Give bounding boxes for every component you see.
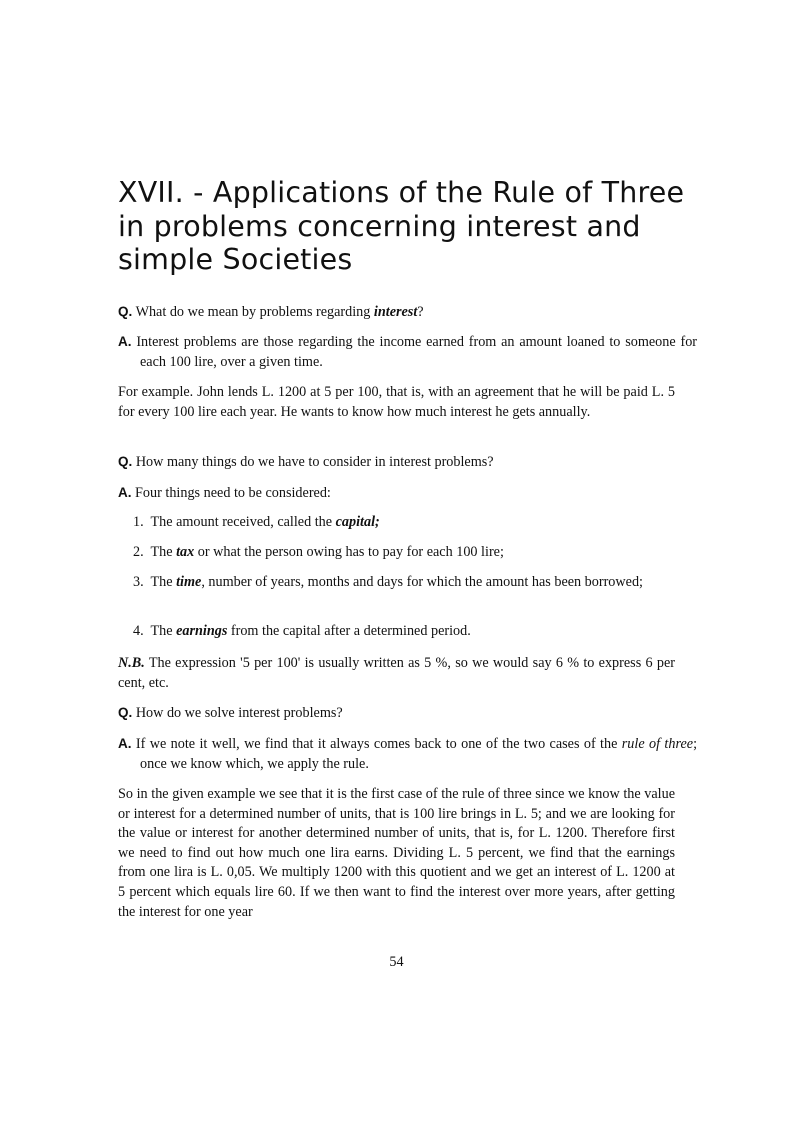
list-item — [133, 573, 697, 593]
answer-2 — [118, 483, 697, 504]
list-item — [133, 513, 697, 533]
list-emphasis: earnings — [176, 623, 228, 639]
question-2 — [118, 452, 697, 473]
list-text-end: or what the person owing has to pay for each 100 lire; — [194, 544, 504, 560]
list-number: 1. — [133, 514, 144, 530]
page-number: 54 — [389, 954, 404, 970]
q-label: Q. — [118, 304, 133, 319]
list-number: 3. — [133, 574, 144, 590]
list-text: The — [150, 623, 177, 639]
list-text-end: from the capital after a determined period. — [227, 623, 471, 639]
list-item — [133, 543, 697, 563]
nb-label: N.B. — [118, 655, 145, 671]
q-label: Q. — [118, 454, 133, 469]
a-label: A. — [118, 334, 132, 349]
list-item — [133, 622, 697, 642]
list-number: 4. — [133, 623, 144, 639]
answer-3 — [118, 734, 697, 774]
list-text: The — [150, 574, 177, 590]
a-text: Interest problems are those regarding the income earned from an amount loaned to someone for each 100 lire, over a given time. — [136, 334, 698, 370]
q-text: How many things do we have to consider in interest problems? — [135, 454, 494, 470]
q-text: How do we solve interest problems? — [135, 705, 343, 721]
a-text-end: ; once we know which, we apply the rule. — [140, 736, 698, 772]
q-label: Q. — [118, 705, 133, 720]
list-emphasis: tax — [176, 544, 195, 560]
q-text: What do we mean by problems regarding — [135, 304, 374, 320]
answer-1 — [118, 332, 697, 372]
a-emphasis: rule of three — [621, 736, 694, 752]
nota-bene — [118, 654, 675, 693]
chapter-title: XVII. - Applications of the Rule of Three in problems concerning interest and simple Societies — [118, 176, 685, 276]
a-text: If we note it well, we find that it always comes back to one of the two cases of the — [135, 736, 622, 752]
question-1 — [118, 302, 697, 323]
list-text-end: , number of years, months and days for which the amount has been borrowed; — [201, 574, 643, 590]
q-text-end: ? — [417, 304, 424, 320]
list-number: 2. — [133, 544, 144, 560]
nb-text: The expression '5 per 100' is usually written as 5 %, so we would say 6 % to express 6 per cent, etc. — [118, 655, 675, 691]
q-emphasis: interest — [373, 304, 418, 320]
list-text: The amount received, called the — [150, 514, 336, 530]
list-text: The — [150, 544, 177, 560]
list-emphasis: capital; — [335, 514, 380, 530]
explanation-paragraph: So in the given example we see that it is the first case of the rule of three since we know the value or interest for a determined number of units, that is 100 lire brings in L. 5; and we are looking for the value or interest for another determined number of units, that is, for L. 1200. Therefore first we need to find out how much one lira earns. Dividing L. 5 percent, we find that the earnings from one lira is L. 0,05. We multiply 1200 with this quotient and we get an interest of L. 1200 at 5 percent which equals lire 60. If we then want to find the interest over more years, after getting the interest for one year — [118, 786, 675, 920]
a-text: Four things need to be considered: — [135, 485, 331, 501]
example-paragraph: For example. John lends L. 1200 at 5 per 100, that is, with an agreement that he will be paid L. 5 for every 100 lire each year. He wants to know how much interest he gets annually. — [118, 384, 675, 420]
a-label: A. — [118, 736, 132, 751]
list-emphasis: time — [176, 574, 202, 590]
a-label: A. — [118, 485, 132, 500]
question-3 — [118, 703, 697, 724]
